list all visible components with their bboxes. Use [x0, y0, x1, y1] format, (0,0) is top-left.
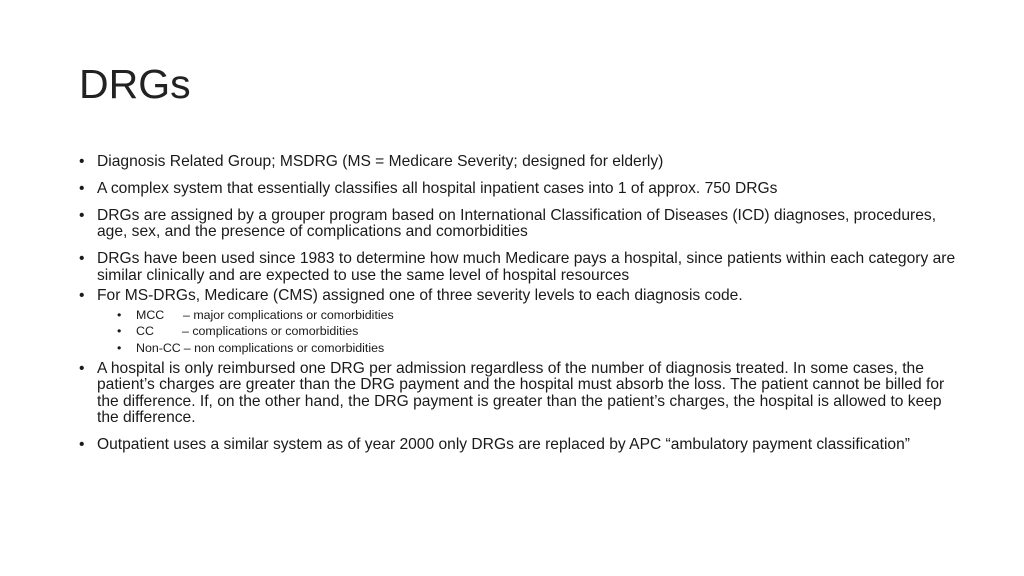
- bullet-icon: •: [79, 249, 85, 267]
- bullet-text: DRGs have been used since 1983 to determine how much Medicare pays a hospital, since patients within each category are similar clinically and are expected to use the same level of hospital resources: [97, 249, 956, 284]
- bullet-list: [79, 154, 959, 454]
- bullet-item: [79, 361, 959, 427]
- bullet-icon: •: [79, 206, 85, 224]
- bullet-icon: •: [79, 359, 85, 377]
- bullet-text: A complex system that essentially classifies all hospital inpatient cases into 1 of approx. 750 DRGs: [97, 179, 778, 197]
- sub-bullet-icon: •: [117, 324, 122, 339]
- severity-desc: – complications or comorbidities: [182, 324, 359, 339]
- bullet-icon: •: [79, 179, 85, 197]
- bullet-icon: •: [79, 436, 85, 454]
- slide-body: [79, 154, 959, 464]
- severity-item-cc: [117, 323, 959, 340]
- severity-key: MCC: [136, 307, 165, 322]
- severity-item-mcc: [117, 307, 959, 324]
- bullet-item: [79, 437, 959, 454]
- bullet-icon: •: [79, 287, 85, 305]
- bullet-text: Outpatient uses a similar system as of year 2000 only DRGs are replaced by APC “ambulatory payment classification”: [97, 436, 910, 454]
- bullet-text: For MS-DRGs, Medicare (CMS) assigned one of three severity levels to each diagnosis code.: [97, 287, 743, 305]
- bullet-text: DRGs are assigned by a grouper program based on International Classification of Diseases (ICD) diagnoses, procedures, age, sex, and the presence of complications and comorbidities: [97, 206, 937, 241]
- bullet-item: [79, 154, 959, 171]
- bullet-item: [79, 288, 959, 356]
- sub-bullet-icon: •: [117, 340, 122, 355]
- bullet-item: [79, 181, 959, 198]
- severity-key: Non-CC: [136, 340, 181, 355]
- severity-desc: – major complications or comorbidities: [183, 307, 394, 322]
- severity-key: CC: [136, 324, 154, 339]
- slide-title: DRGs: [79, 61, 191, 107]
- bullet-text: Diagnosis Related Group; MSDRG (MS = Medicare Severity; designed for elderly): [97, 153, 664, 170]
- severity-list: [97, 307, 959, 357]
- severity-item-non-cc: [117, 340, 959, 357]
- bullet-text: A hospital is only reimbursed one DRG per admission regardless of the number of diagnosis treated. In some cases, the patient’s charges are greater than the DRG payment and the hospital must absorb the loss. The patient cannot be billed for the difference. If, on the other hand, the DRG payment is greater than the patient’s charges, the hospital is allowed to keep the difference.: [97, 359, 945, 427]
- bullet-item: [79, 251, 959, 284]
- sub-bullet-icon: •: [117, 307, 122, 322]
- bullet-item: [79, 208, 959, 241]
- bullet-icon: •: [79, 153, 85, 170]
- severity-desc: – non complications or comorbidities: [183, 340, 385, 355]
